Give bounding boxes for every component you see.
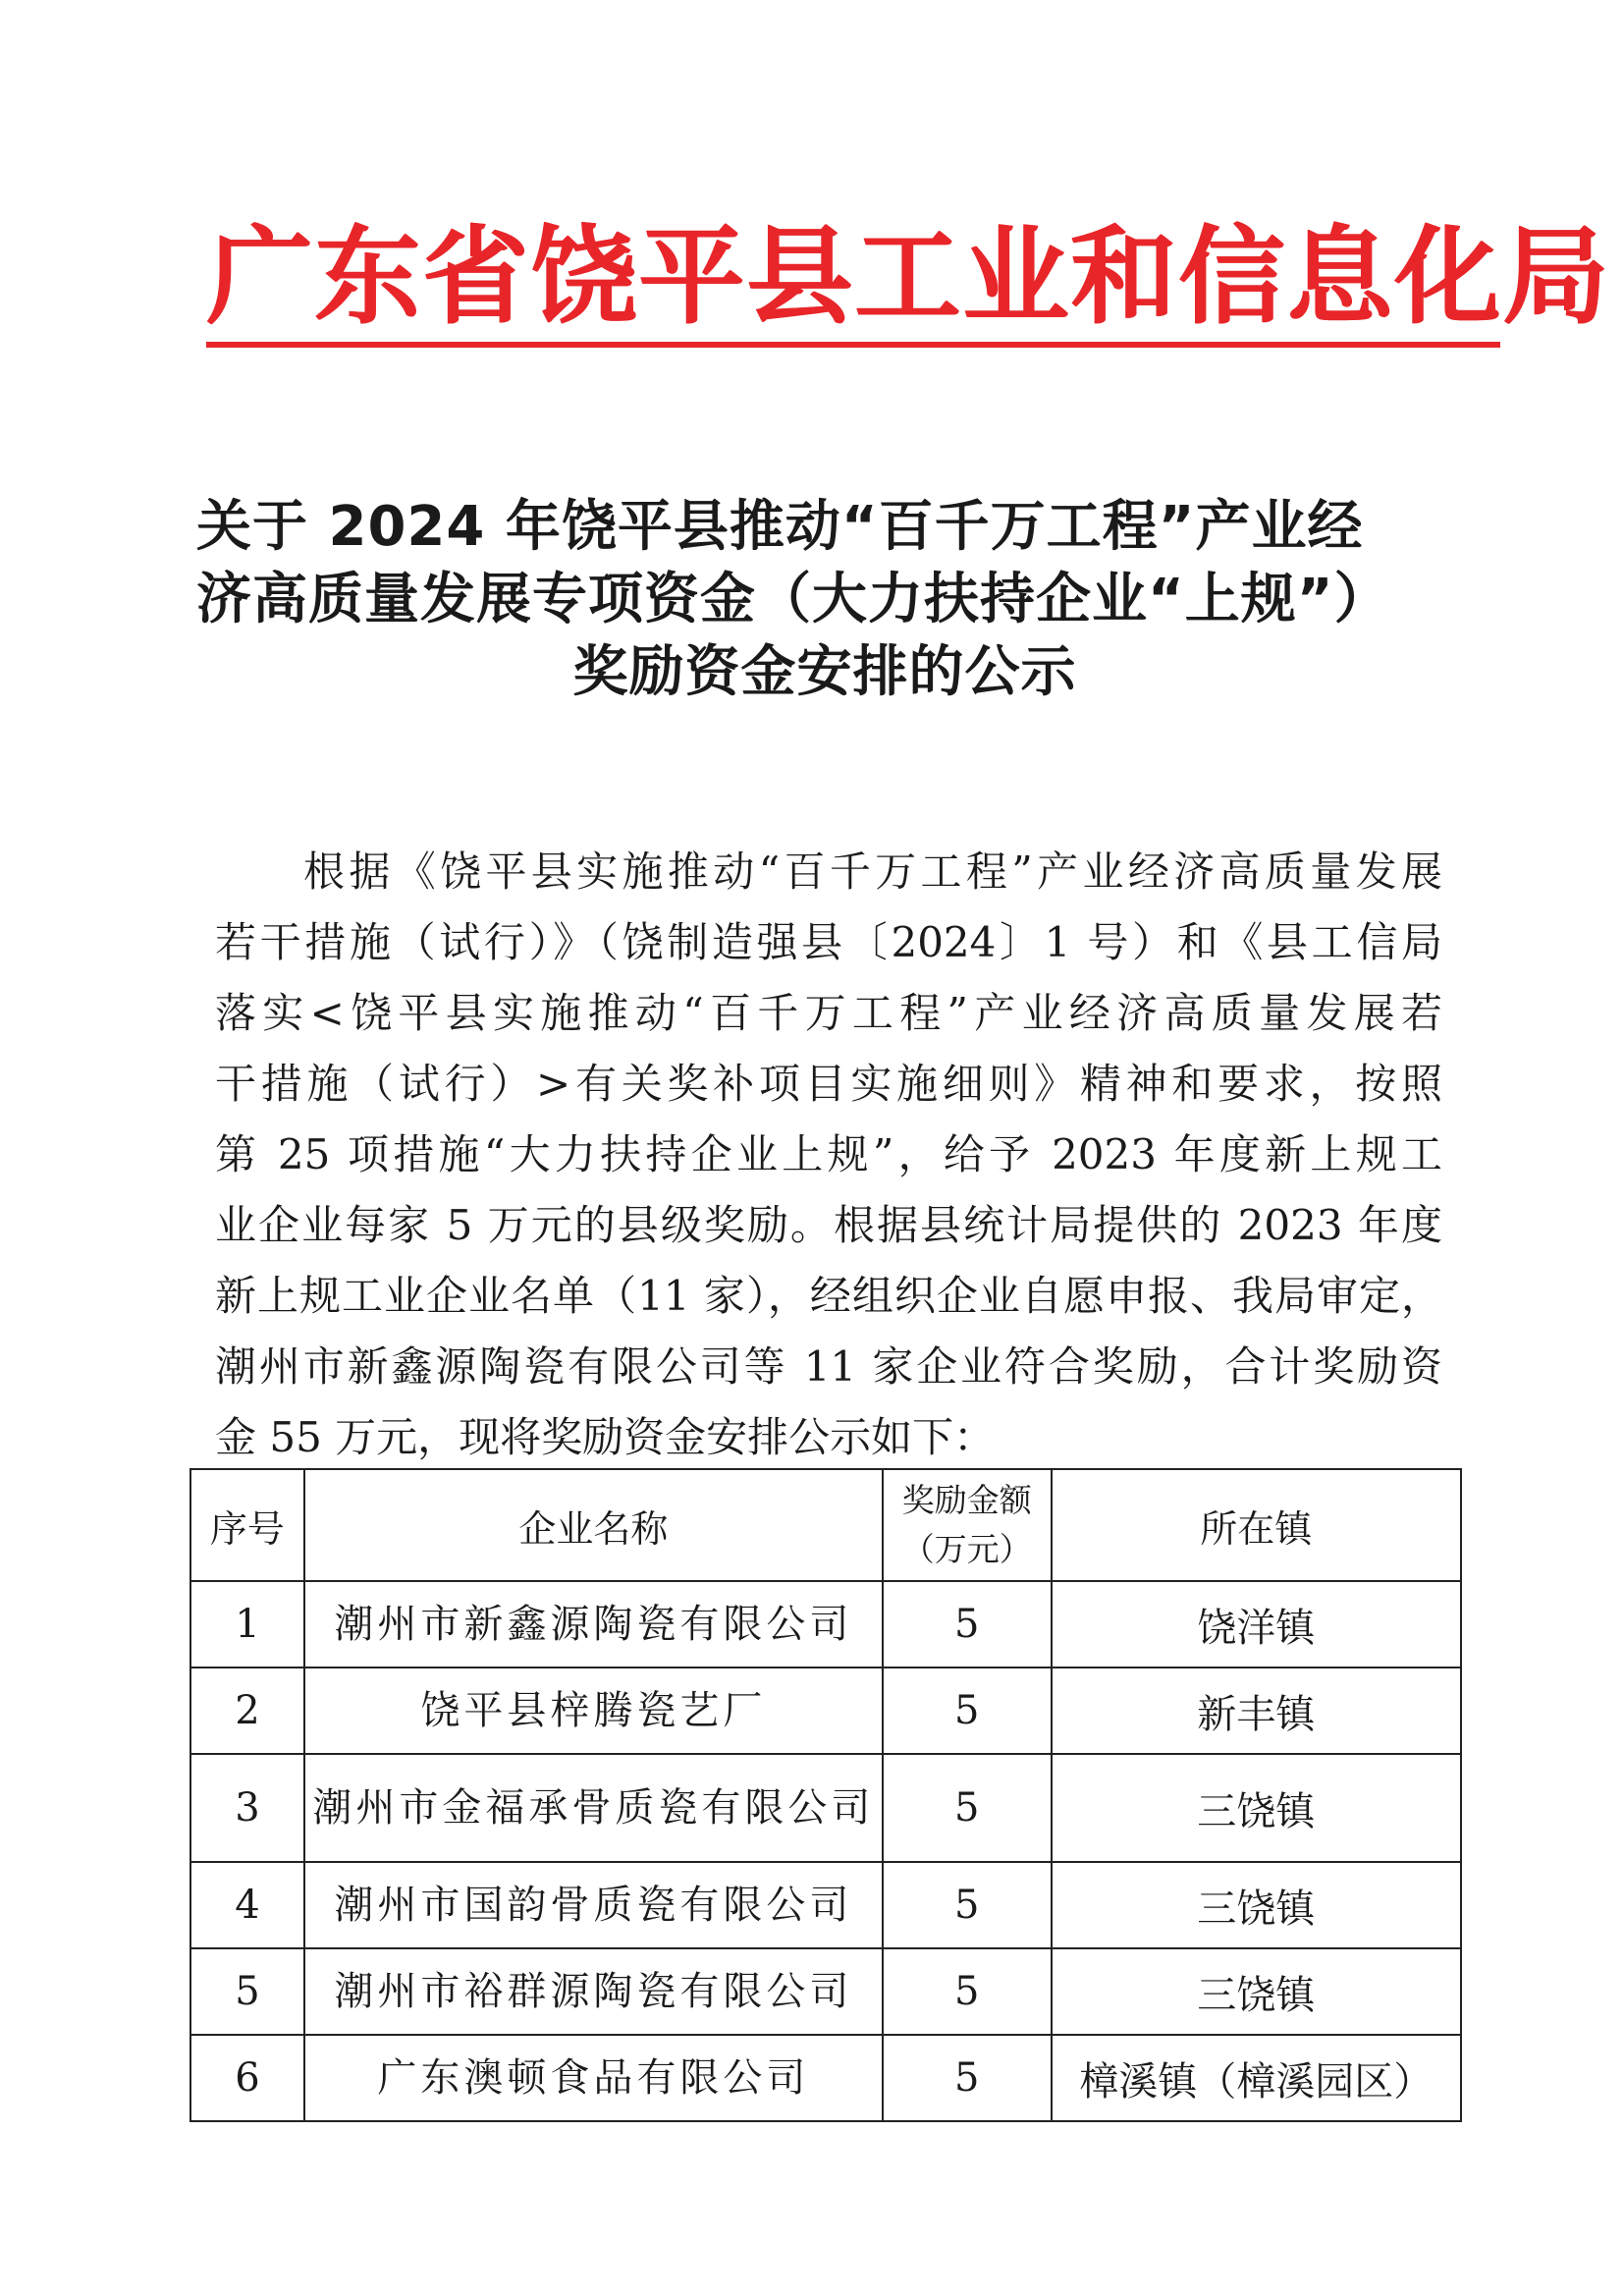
row-seq: 4 [190, 1862, 304, 1948]
row-town: 三饶镇 [1052, 1754, 1461, 1862]
agency-letterhead: 广东省饶平县工业和信息化局 [206, 215, 1611, 339]
row-seq: 6 [190, 2035, 304, 2121]
header-town: 所在镇 [1052, 1469, 1461, 1581]
title-line-3: 奖励资金安排的公示 [572, 640, 1077, 704]
row-amount: 5 [883, 1754, 1052, 1862]
body-line-7: 新上规工业企业名单（11 家），经组织企业自愿申报、我局审定， [215, 1272, 1442, 1320]
body-line-9: 金 55 万元，现将奖励资金安排公示如下： [215, 1413, 996, 1461]
header-company-name: 企业名称 [304, 1469, 883, 1581]
body-line-1: 根据《饶平县实施推动“百千万工程”产业经济高质量发展 [303, 847, 1442, 896]
body-line-6: 业企业每家 5 万元的县级奖励。根据县统计局提供的 2023 年度 [215, 1201, 1442, 1249]
row-seq: 2 [190, 1667, 304, 1754]
row-company-name: 潮州市裕群源陶瓷有限公司 [304, 1948, 883, 2035]
body-line-4: 干措施（试行）>有关奖补项目实施细则》精神和要求，按照 [215, 1060, 1442, 1108]
row-town: 三饶镇 [1052, 1862, 1461, 1948]
body-line-5: 第 25 项措施“大力扶持企业上规”，给予 2023 年度新上规工 [215, 1130, 1442, 1178]
title-line-1: 关于 2024 年饶平县推动“百千万工程”产业经 [196, 495, 1364, 559]
table-row [190, 1862, 1461, 1948]
row-company-name: 饶平县梓腾瓷艺厂 [304, 1667, 883, 1754]
row-seq: 1 [190, 1581, 304, 1667]
body-line-3: 落实<饶平县实施推动“百千万工程”产业经济高质量发展若 [215, 989, 1442, 1037]
row-town: 饶洋镇 [1052, 1581, 1461, 1667]
row-amount: 5 [883, 1581, 1052, 1667]
row-amount: 5 [883, 1948, 1052, 2035]
row-seq: 3 [190, 1754, 304, 1862]
body-line-2: 若干措施（试行）》（饶制造强县〔2024〕1 号）和《县工信局 [215, 918, 1442, 966]
row-seq: 5 [190, 1948, 304, 2035]
notice-body [215, 837, 1442, 1473]
row-company-name: 广东澳顿食品有限公司 [304, 2035, 883, 2121]
table-header-row [190, 1469, 1461, 1581]
award-table [189, 1468, 1462, 2122]
row-company-name: 潮州市金福承骨质瓷有限公司 [304, 1754, 883, 1862]
row-town: 三饶镇 [1052, 1948, 1461, 2035]
row-amount: 5 [883, 1667, 1052, 1754]
title-line-2: 济高质量发展专项资金（大力扶持企业“上规”） [196, 568, 1390, 631]
table-row [190, 1754, 1461, 1862]
row-town: 新丰镇 [1052, 1667, 1461, 1754]
header-amount-line1: 奖励金额 [901, 1481, 1032, 1519]
notice-title [196, 491, 1453, 709]
table-row [190, 1581, 1461, 1667]
body-line-8: 潮州市新鑫源陶瓷有限公司等 11 家企业符合奖励，合计奖励资 [215, 1342, 1442, 1391]
header-amount [883, 1469, 1052, 1581]
table-row [190, 2035, 1461, 2121]
header-amount-line2: （万元） [901, 1530, 1032, 1568]
header-seq: 序号 [190, 1469, 304, 1581]
letterhead-divider [206, 342, 1500, 348]
row-amount: 5 [883, 2035, 1052, 2121]
table-row [190, 1667, 1461, 1754]
row-company-name: 潮州市新鑫源陶瓷有限公司 [304, 1581, 883, 1667]
row-amount: 5 [883, 1862, 1052, 1948]
row-company-name: 潮州市国韵骨质瓷有限公司 [304, 1862, 883, 1948]
row-town: 樟溪镇（樟溪园区） [1052, 2035, 1461, 2121]
table-row [190, 1948, 1461, 2035]
